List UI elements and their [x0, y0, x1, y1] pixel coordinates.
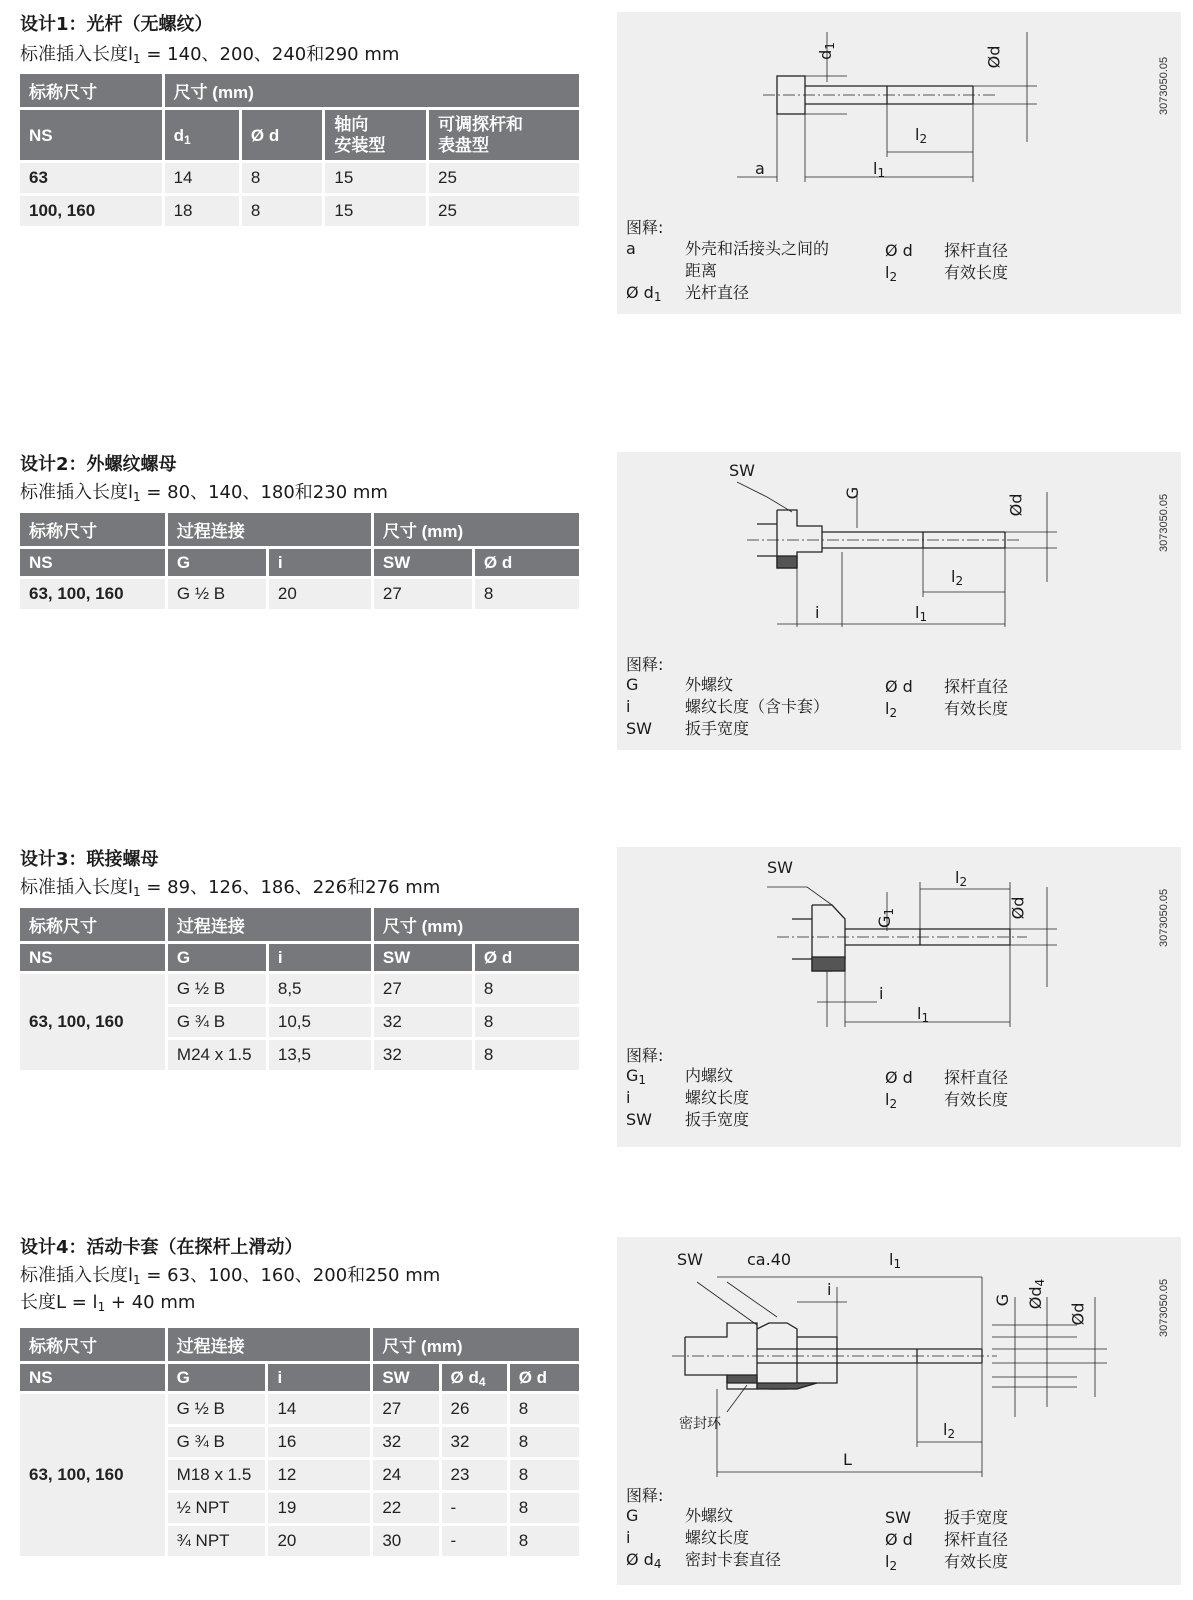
design4-legend-d-key: Ø d [885, 1530, 913, 1549]
design2-legend-sw-val: 扳手宽度 [685, 719, 750, 738]
design1-title: 设计1：光杆（无螺纹） [20, 14, 213, 35]
design3-label-sw: SW [767, 858, 793, 877]
design2-legend-g-key: G [626, 675, 639, 694]
design3-legend-sw-key: SW [626, 1110, 652, 1129]
design1-legend-a-key: a [626, 239, 636, 258]
design1-label-l1: $l_1$ [873, 159, 886, 180]
table-row: 100, 160 18 8 15 25 [20, 196, 579, 226]
table-row: G ¾ B 16 32 32 8 [20, 1427, 579, 1457]
design2-legend-sw-key: SW [626, 719, 652, 738]
table-row: 63, 100, 160 G ½ B 8,5 27 8 [20, 974, 579, 1004]
th-sw: SW [374, 944, 472, 971]
design4-legend-d4-val: 密封卡套直径 [685, 1550, 782, 1569]
design1-legend-title: 图释: [626, 218, 664, 237]
th-sw: SW [373, 1364, 438, 1391]
design3-label-l1: $l_1$ [917, 1004, 930, 1025]
design3-legend-i-key: i [626, 1088, 631, 1107]
th-dimensions: 尺寸 (mm) [165, 74, 579, 107]
design4-legend-g-val: 外螺纹 [685, 1506, 734, 1525]
th-d: Ø d [475, 549, 579, 576]
design3-legend-d-val: 探杆直径 [944, 1068, 1009, 1087]
th-process-connection: 过程连接 [168, 908, 371, 941]
design4-legend-d-val: 探杆直径 [944, 1530, 1009, 1549]
design1-label-d: Ød [984, 45, 1004, 69]
design1-legend-a-val: 外壳和活接头之间的 距离 [685, 239, 830, 280]
design3-table [17, 905, 582, 1073]
design2-label-i: i [815, 603, 820, 622]
design4-figure [617, 1237, 1181, 1585]
design1-label-d1: $d_1$ [815, 42, 837, 60]
design4-label-l1: $l_1$ [889, 1250, 902, 1271]
design4-legend-g-key: G [626, 1506, 639, 1525]
table-row: 63 14 8 15 25 [20, 163, 579, 193]
design4-label-g: G [993, 1293, 1013, 1307]
table-row: G ¾ B 10,5 32 8 [20, 1007, 579, 1037]
design3-legend-d-key: Ø d [885, 1068, 913, 1087]
design4-insertion-length: 标准插入长度$l_1 = 63$、100、160、200和250 mm [20, 1265, 441, 1287]
design2-label-sw: SW [729, 461, 755, 480]
design3-label-g1: $G_1$ [875, 907, 897, 929]
design4-legend-sw-key: SW [885, 1508, 911, 1527]
th-nominal-size: 标称尺寸 [20, 1328, 165, 1361]
th-d1: $d_1$ [165, 110, 239, 160]
th-dimensions: 尺寸 (mm) [373, 1328, 579, 1361]
design3-legend-i-val: 螺纹长度 [685, 1088, 750, 1107]
design2-label-g: G [843, 486, 863, 500]
design1-legend-d-key: Ø d [885, 241, 913, 260]
design3-legend-sw-val: 扳手宽度 [685, 1110, 750, 1129]
design4-table [17, 1325, 582, 1559]
th-process-connection: 过程连接 [168, 1328, 371, 1361]
th-axial: 轴向 安装型 [325, 110, 426, 160]
design1-figure [617, 12, 1181, 314]
th-d: Ø d [242, 110, 323, 160]
design2-insertion-length: 标准插入长度$l_1 = 80$、140、180和230 mm [20, 482, 388, 504]
table-row: 63, 100, 160 G ½ B 14 27 26 8 [20, 1394, 579, 1424]
design4-title: 设计4：活动卡套（在探杆上滑动） [20, 1237, 303, 1258]
design2-legend-g-val: 外螺纹 [685, 675, 734, 694]
design1-legend-l2-val: 有效长度 [944, 263, 1009, 282]
design2-label-l1: $l_1$ [915, 603, 928, 624]
design4-label-d4: $Ød_4$ [1026, 1278, 1048, 1310]
design1-section [0, 0, 1193, 320]
design1-insertion-length: 标准插入长度$l_1 = 140$、200、240和290 mm [20, 44, 400, 66]
design2-table [17, 510, 582, 612]
design3-doc-id: 3073050.05 [1158, 888, 1170, 947]
design2-section [0, 440, 1193, 760]
design1-legend-l2-key: $l_2$ [885, 263, 898, 284]
table-row: ¾ NPT 20 30 - 8 [20, 1526, 579, 1556]
th-process-connection: 过程连接 [168, 513, 371, 546]
design4-label-sw: SW [677, 1250, 703, 1269]
th-ns: NS [20, 549, 165, 576]
th-ns: NS [20, 944, 165, 971]
design2-legend-i-key: i [626, 697, 631, 716]
design4-section [0, 1225, 1193, 1600]
th-ns: NS [20, 110, 162, 160]
table-row: ½ NPT 19 22 - 8 [20, 1493, 579, 1523]
design3-label-d: Ød [1008, 896, 1028, 920]
design4-label-l2: $l_2$ [943, 1420, 956, 1441]
design3-label-i: i [879, 984, 884, 1003]
design4-label-seal: 密封环 [679, 1416, 721, 1432]
design3-legend-l2-val: 有效长度 [944, 1090, 1009, 1109]
design2-label-l2: $l_2$ [951, 567, 964, 588]
design1-label-a: a [755, 159, 765, 178]
design4-legend-l2-val: 有效长度 [944, 1552, 1009, 1571]
design1-legend-d1-key: Ø $d_1$ [626, 283, 662, 304]
th-g: G [168, 944, 266, 971]
th-d: Ø d [475, 944, 579, 971]
design2-doc-id: 3073050.05 [1158, 493, 1170, 552]
design1-legend-d-val: 探杆直径 [944, 241, 1009, 260]
th-nominal-size: 标称尺寸 [20, 513, 165, 546]
design4-label-L: L [843, 1450, 852, 1469]
design4-label-ca40: ca.40 [747, 1250, 792, 1269]
design4-legend-i-key: i [626, 1528, 631, 1547]
design4-legend-l2-key: $l_2$ [885, 1552, 898, 1573]
design4-length-l: 长度$L = l_1 + 40$ mm [20, 1292, 196, 1314]
th-nominal-size: 标称尺寸 [20, 908, 165, 941]
th-i: i [268, 1364, 370, 1391]
design3-legend-l2-key: $l_2$ [885, 1090, 898, 1111]
design2-legend-l2-val: 有效长度 [944, 699, 1009, 718]
design4-label-i: i [827, 1280, 832, 1299]
th-i: i [269, 549, 371, 576]
th-d: Ø d [510, 1364, 579, 1391]
th-adjustable: 可调探杆和 表盘型 [429, 110, 579, 160]
design3-label-l2: $l_2$ [955, 868, 968, 889]
design4-legend-sw-val: 扳手宽度 [944, 1508, 1009, 1527]
table-row: M24 x 1.5 13,5 32 8 [20, 1040, 579, 1070]
design3-legend-title: 图释: [626, 1046, 664, 1065]
design4-legend-i-val: 螺纹长度 [685, 1528, 750, 1547]
design4-label-d: Ød [1068, 1302, 1088, 1326]
th-i: i [269, 944, 371, 971]
design1-table [17, 71, 582, 229]
th-ns: NS [20, 1364, 165, 1391]
table-row: M18 x 1.5 12 24 23 8 [20, 1460, 579, 1490]
th-sw: SW [374, 549, 472, 576]
th-nominal-size: 标称尺寸 [20, 74, 162, 107]
table-row: 63, 100, 160 G ½ B 20 27 8 [20, 579, 579, 609]
design3-insertion-length: 标准插入长度$l_1 = 89$、126、186、226和276 mm [20, 877, 441, 899]
design2-legend-title: 图释: [626, 655, 664, 674]
design2-legend-i-val: 螺纹长度（含卡套） [685, 697, 830, 716]
design3-legend-g-val: 内螺纹 [685, 1066, 734, 1085]
design3-legend-g-key: $G_1$ [626, 1066, 647, 1087]
design1-legend-d1-val: 光杆直径 [685, 283, 750, 302]
design2-legend-d-val: 探杆直径 [944, 677, 1009, 696]
design4-legend-d4-key: Ø $d_4$ [626, 1550, 662, 1571]
design2-legend-l2-key: $l_2$ [885, 699, 898, 720]
design2-label-d: Ød [1006, 493, 1026, 517]
th-g: G [168, 549, 266, 576]
design1-doc-id: 3073050.05 [1158, 56, 1170, 115]
th-d4: Ø $d_4$ [442, 1364, 507, 1391]
design2-title: 设计2：外螺纹螺母 [20, 454, 177, 475]
design4-doc-id: 3073050.05 [1158, 1278, 1170, 1337]
design2-legend-d-key: Ø d [885, 677, 913, 696]
design1-label-l2: $l_2$ [915, 125, 928, 146]
th-dimensions: 尺寸 (mm) [374, 908, 579, 941]
design2-figure [617, 452, 1181, 750]
th-g: G [168, 1364, 266, 1391]
design3-section [0, 835, 1193, 1155]
design4-legend-title: 图释: [626, 1486, 664, 1505]
th-dimensions: 尺寸 (mm) [374, 513, 579, 546]
design3-title: 设计3：联接螺母 [20, 849, 159, 870]
design3-figure [617, 847, 1181, 1147]
